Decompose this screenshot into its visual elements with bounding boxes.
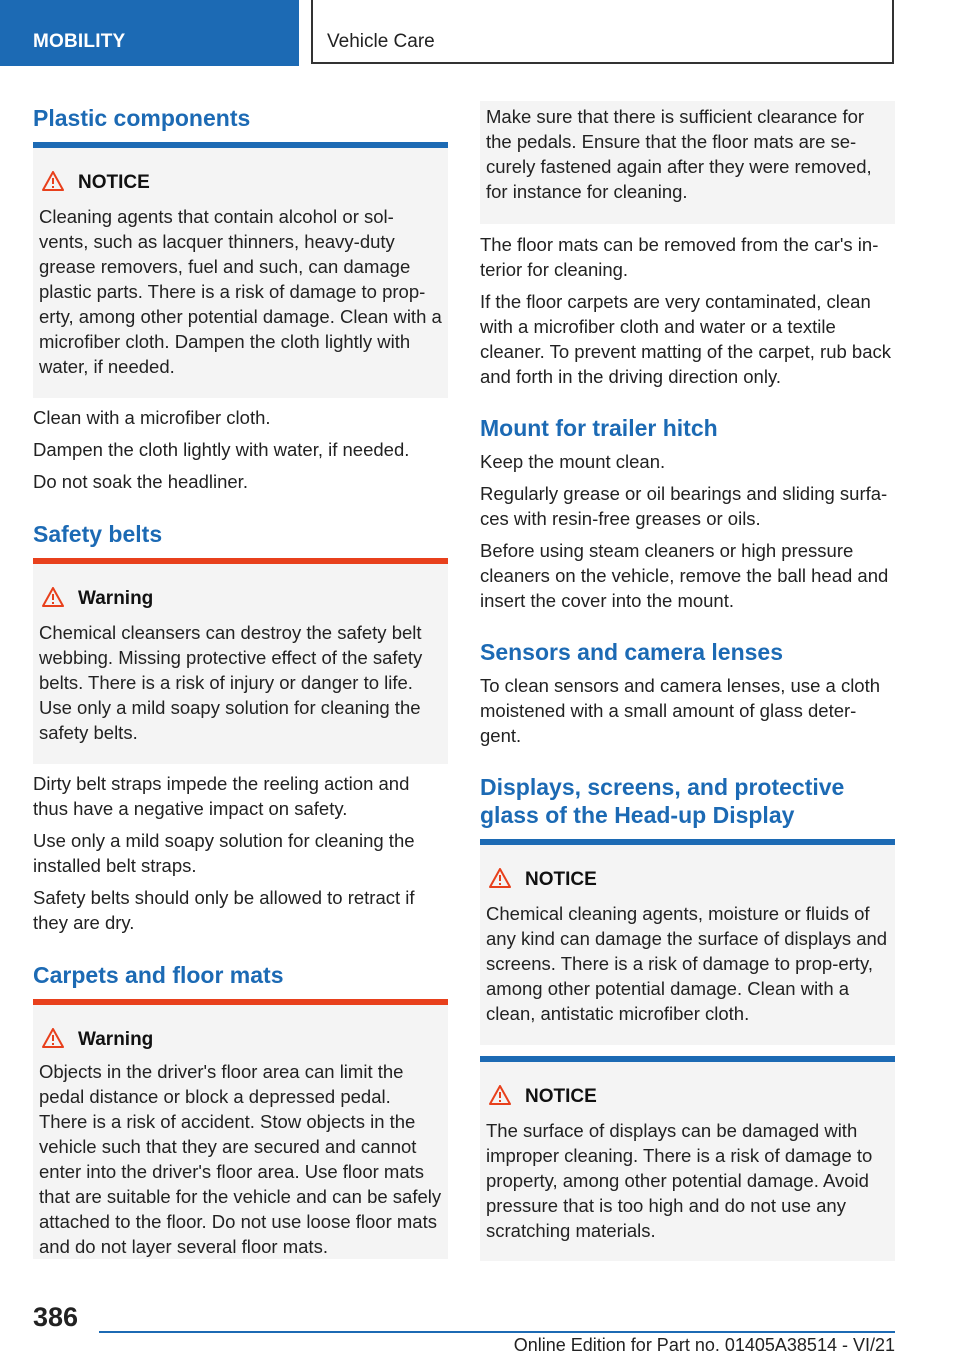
warning-bar	[33, 999, 448, 1005]
warning-text: Chemical cleansers can destroy the safety belt webbing. Missing protective effect of the safety belts. There is a risk of injury or danger to life. Use only a mild soapy solution for cleaning the safety belts.	[39, 622, 423, 743]
heading-mount-trailer-hitch: Mount for trailer hitch	[480, 415, 718, 441]
footer-divider	[99, 1331, 895, 1333]
notice-text: The surface of displays can be damaged with improper cleaning. There is a risk of damage to property, among other potential damage. Avoid pressure that is too high and do not use any scratching materials.	[486, 1120, 873, 1241]
page-number: 386	[33, 1302, 79, 1332]
paragraph: Do not soak the headliner.	[33, 471, 248, 492]
warning-box-belts	[33, 558, 448, 764]
warning-box-carpets	[33, 999, 448, 1259]
paragraph: To clean sensors and camera lenses, use a cloth moistened with a small amount of glass deter-gent.	[480, 675, 881, 746]
header-section-tab	[0, 0, 299, 66]
paragraph: If the floor carpets are very contaminated, clean with a microfiber cloth and water or a textile cleaner. To prevent matting of the carpet, rub back and forth in the driving direction only.	[480, 291, 892, 387]
paragraph: Use only a mild soapy solution for cleaning the installed belt straps.	[33, 830, 415, 876]
notice-title: NOTICE	[525, 1086, 597, 1107]
heading-safety-belts: Safety belts	[33, 521, 163, 547]
header-chapter-tab	[311, 0, 894, 64]
warning-triangle-icon	[42, 587, 64, 607]
warning-triangle-icon	[489, 868, 511, 888]
notice-bar	[480, 839, 895, 845]
warning-triangle-icon	[489, 1085, 511, 1105]
warning-text: Make sure that there is sufficient clearance for the pedals. Ensure that the floor mats are se-curely fastened again after they were removed, for instance for cleaning.	[486, 106, 872, 202]
paragraph: The floor mats can be removed from the car's in-terior for cleaning.	[480, 234, 879, 280]
notice-box-displays-1	[480, 839, 895, 1045]
paragraph: Before using steam cleaners or high pressure cleaners on the vehicle, remove the ball head and insert the cover into the mount.	[480, 540, 889, 611]
warning-title: Warning	[78, 588, 154, 609]
paragraph: Clean with a microfiber cloth.	[33, 407, 271, 428]
header-chapter-label: Vehicle Care	[327, 31, 435, 52]
footer-edition: Online Edition for Part no. 01405A38514 - VI/21	[513, 1335, 895, 1355]
notice-bar	[33, 142, 448, 148]
notice-box-plastic	[33, 142, 448, 398]
notice-text: Chemical cleaning agents, moisture or fluids of any kind can damage the surface of displays and screens. There is a risk of damage to prop-erty, among other potential damage. Clean with a clean, antistatic microfiber cloth.	[486, 903, 888, 1024]
warning-triangle-icon	[42, 171, 64, 191]
notice-title: NOTICE	[78, 172, 150, 193]
paragraph: Safety belts should only be allowed to retract if they are dry.	[33, 887, 415, 933]
heading-sensors-camera-lenses: Sensors and camera lenses	[480, 639, 783, 665]
warning-bar	[33, 558, 448, 564]
paragraph: Dampen the cloth lightly with water, if needed.	[33, 439, 410, 460]
header-section-label: MOBILITY	[33, 31, 126, 52]
heading-displays-screens: Displays, screens, and protective glass of the Head-up Display	[480, 774, 845, 828]
warning-title: Warning	[78, 1029, 154, 1050]
paragraph: Keep the mount clean.	[480, 451, 666, 472]
notice-title: NOTICE	[525, 869, 597, 890]
paragraph: Regularly grease or oil bearings and sliding surfa-ces with resin-free greases or oils.	[480, 483, 888, 529]
warning-box-carpets-continued	[480, 101, 895, 224]
notice-text: Cleaning agents that contain alcohol or sol-vents, such as lacquer thinners, heavy-duty grease removers, fuel and such, can damage plastic parts. There is a risk of damage to prop-erty, among other potential damage. Clean with a microfiber cloth. Dampen the cloth lightly with water, if needed.	[39, 206, 442, 377]
notice-box-displays-2	[480, 1056, 895, 1261]
notice-bar	[480, 1056, 895, 1062]
heading-carpets-floor-mats: Carpets and floor mats	[33, 962, 284, 988]
warning-text: Objects in the driver's floor area can limit the pedal distance or block a depressed pedal. There is a risk of accident. Stow objects in the vehicle such that they are secured and cannot enter into the driver's floor area. Use floor mats that are suitable for the vehicle and can be safely attached to the floor. Do not use loose floor mats and do not layer several floor mats.	[39, 1061, 442, 1257]
paragraph: Dirty belt straps impede the reeling action and thus have a negative impact on safety.	[33, 773, 410, 819]
heading-plastic-components: Plastic components	[33, 105, 251, 131]
warning-triangle-icon	[42, 1028, 64, 1048]
